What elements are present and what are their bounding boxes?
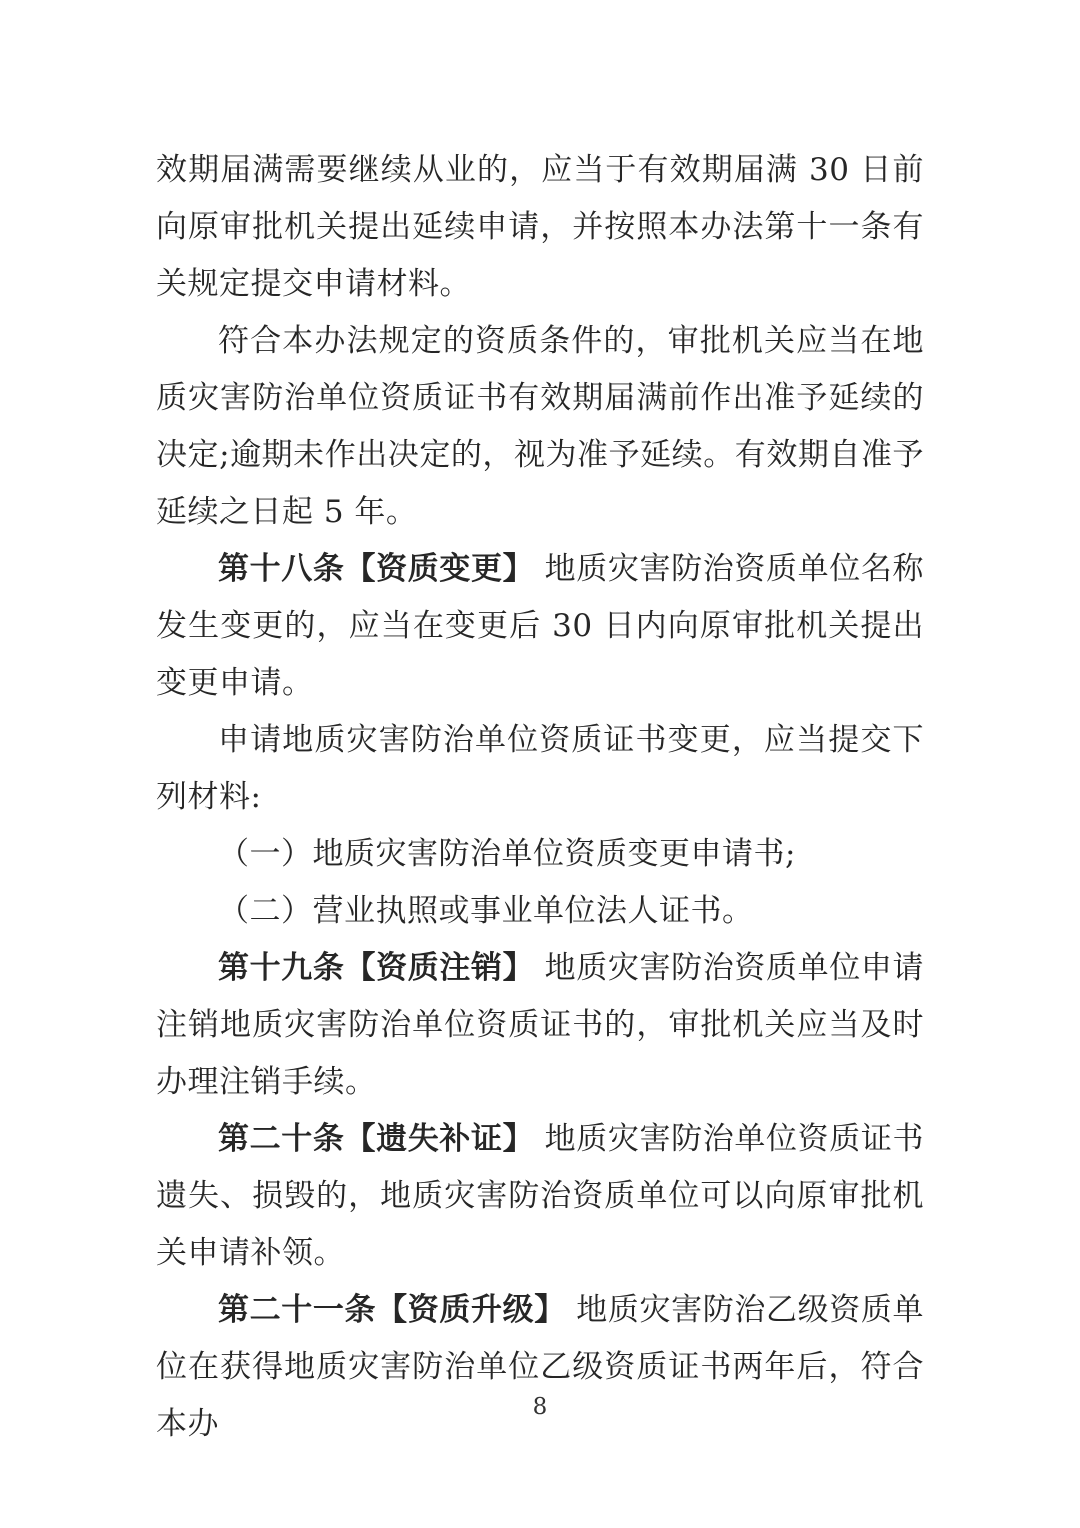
paragraph-renewal-decision [156, 313, 924, 541]
paragraph-change-materials-item-1 [156, 826, 924, 883]
change-materials-item-2-text: （二）营业执照或事业单位法人证书。 [218, 893, 754, 929]
article-20-heading: 第二十条【遗失补证】 [218, 1121, 535, 1157]
paragraph-article-21 [156, 1282, 924, 1453]
article-21-text: 地质灾害防治乙级资质单位在获得地质灾害防治单位乙级资质证书两年后，符合本办 [156, 1292, 925, 1442]
paragraph-change-materials-intro [156, 712, 924, 826]
change-materials-item-1-text: （一）地质灾害防治单位资质变更申请书; [218, 836, 796, 872]
paragraph-renewal-continuation [156, 142, 924, 313]
paragraph-article-20 [156, 1111, 924, 1282]
paragraph-change-materials-item-2 [156, 883, 924, 940]
paragraph-article-19 [156, 940, 924, 1111]
paragraph-renewal-decision-text: 符合本办法规定的资质条件的，审批机关应当在地质灾害防治单位资质证书有效期届满前作出准予延续的决定;逾期未作出决定的，视为准予延续。有效期自准予延续之日起 5 年。 [156, 323, 924, 530]
article-21-heading: 第二十一条【资质升级】 [218, 1292, 566, 1328]
article-20-text: 地质灾害防治单位资质证书遗失、损毁的，地质灾害防治资质单位可以向原审批机关申请补领。 [156, 1121, 924, 1271]
paragraph-renewal-continuation-text: 效期届满需要继续从业的，应当于有效期届满 30 日前向原审批机关提出延续申请，并按照本办法第十一条有关规定提交申请材料。 [156, 152, 924, 302]
change-materials-intro-text: 申请地质灾害防治单位资质证书变更，应当提交下列材料: [156, 722, 924, 815]
article-19-heading: 第十九条【资质注销】 [218, 950, 535, 986]
article-18-heading: 第十八条【资质变更】 [218, 551, 535, 587]
document-body [156, 142, 924, 1453]
article-19-text: 地质灾害防治资质单位申请注销地质灾害防治单位资质证书的，审批机关应当及时办理注销手续。 [156, 950, 924, 1100]
article-18-text: 地质灾害防治资质单位名称发生变更的，应当在变更后 30 日内向原审批机关提出变更申请。 [156, 551, 924, 701]
page-number: 8 [532, 1394, 548, 1420]
paragraph-article-18 [156, 541, 924, 712]
